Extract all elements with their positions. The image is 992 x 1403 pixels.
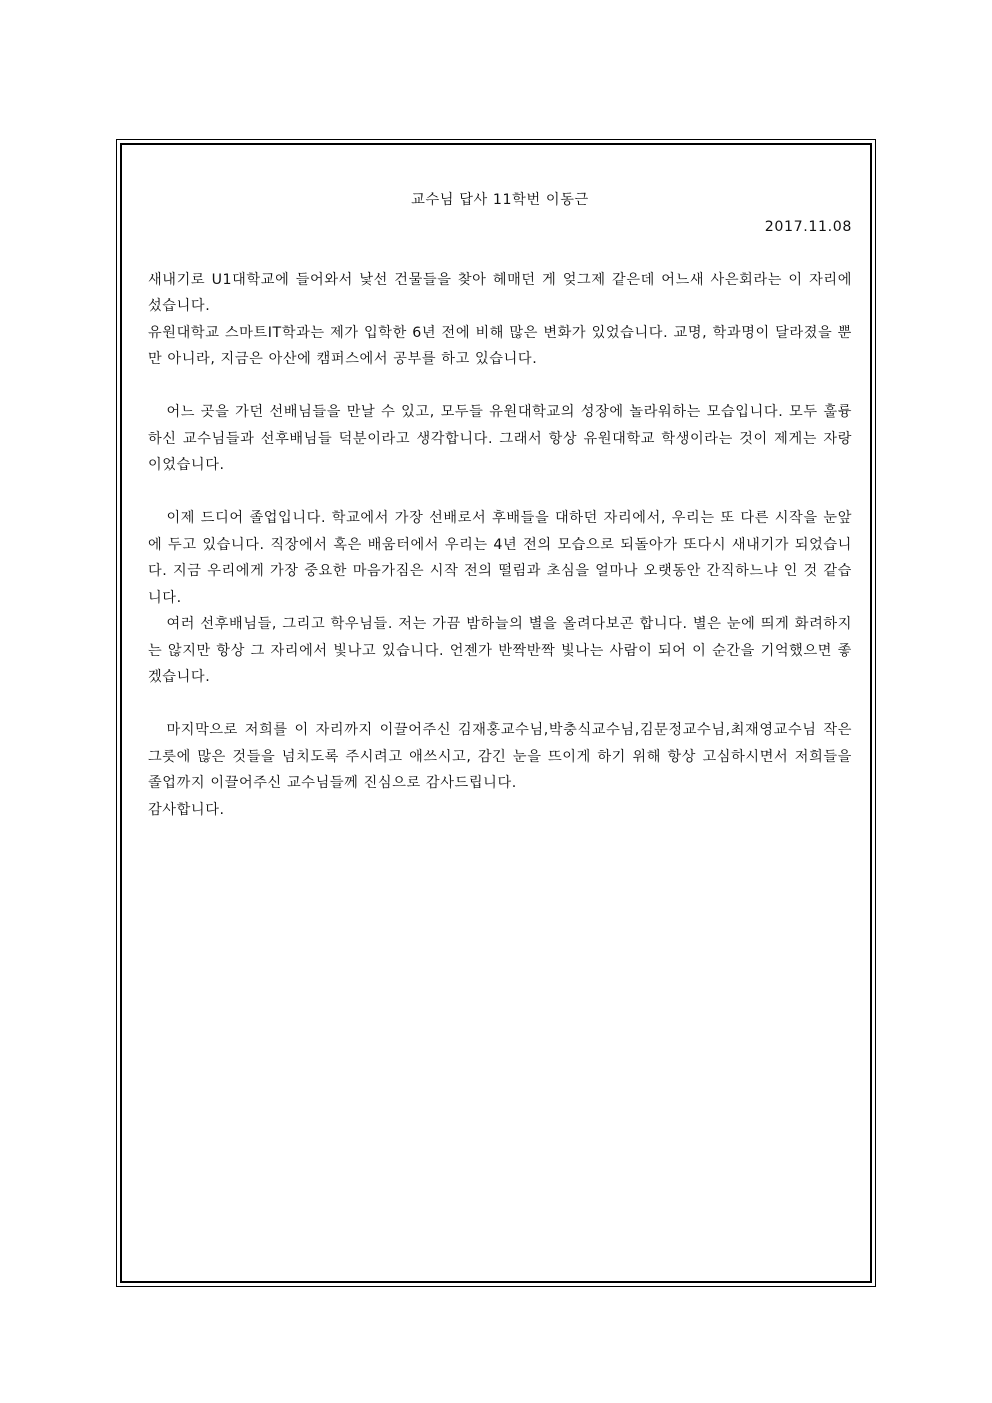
document-body xyxy=(148,187,852,823)
paragraph-thanks-professors: 마지막으로 저희를 이 자리까지 이끌어주신 김재홍교수님,박충식교수님,김문정교수님,최재영교수님 작은 그릇에 많은 것들을 넘치도록 주시려고 애쓰시고, 감긴 눈을 뜨이게 하기 위해 항상 고심하시면서 저희들을 졸업까지 이끌어주신 교수님들께 진심으로 감사드립니다. xyxy=(148,722,852,791)
paragraph-school-change: 유원대학교 스마트IT학과는 제가 입학한 6년 전에 비해 많은 변화가 있었습니다. 교명, 학과명이 달라졌을 뿐만 아니라, 지금은 아산에 캠퍼스에서 공부를 하고 있습니다. xyxy=(148,324,852,367)
page-border xyxy=(116,139,876,1287)
paragraph-pride: 어느 곳을 가던 선배님들을 만날 수 있고, 모두들 유원대학교의 성장에 놀라워하는 모습입니다. 모두 훌륭하신 교수님들과 선후배님들 덕분이라고 생각합니다. 그래서 항상 유원대학교 학생이라는 것이 제게는 자랑이었습니다. xyxy=(148,404,852,473)
paragraph-spacer xyxy=(148,479,852,506)
paragraph-spacer xyxy=(148,691,852,718)
page-border-inner xyxy=(120,143,872,1283)
paragraph-spacer xyxy=(148,373,852,400)
paragraph-graduation: 이제 드디어 졸업입니다. 학교에서 가장 선배로서 후배들을 대하던 자리에서, 우리는 또 다른 시작을 눈앞에 두고 있습니다. 직장에서 혹은 배움터에서 우리는 4년 전의 모습으로 되돌아가 또다시 새내기가 되었습니다. 지금 우리에게 가장 중요한 마음가짐은 시작 전의 떨림과 초심을 얼마나 오랫동안 간직하느냐 인 것 같습니다. xyxy=(148,510,852,606)
paragraph-stars: 여러 선후배님들, 그리고 학우님들. 저는 가끔 밤하늘의 별을 올려다보곤 합니다. 별은 눈에 띄게 화려하지는 않지만 항상 그 자리에서 빛나고 있습니다. 언젠가 반짝반짝 빛나는 사람이 되어 이 순간을 기억했으면 좋겠습니다. xyxy=(148,616,852,685)
paragraph-intro: 새내기로 U1대학교에 들어와서 낯선 건물들을 찾아 헤매던 게 엊그제 같은데 어느새 사은회라는 이 자리에 섰습니다. xyxy=(148,271,852,314)
paragraph-closing: 감사합니다. xyxy=(148,801,225,818)
document-date: 2017.11.08 xyxy=(764,218,852,235)
document-title: 교수님 답사 11학번 이동근 xyxy=(411,192,589,208)
